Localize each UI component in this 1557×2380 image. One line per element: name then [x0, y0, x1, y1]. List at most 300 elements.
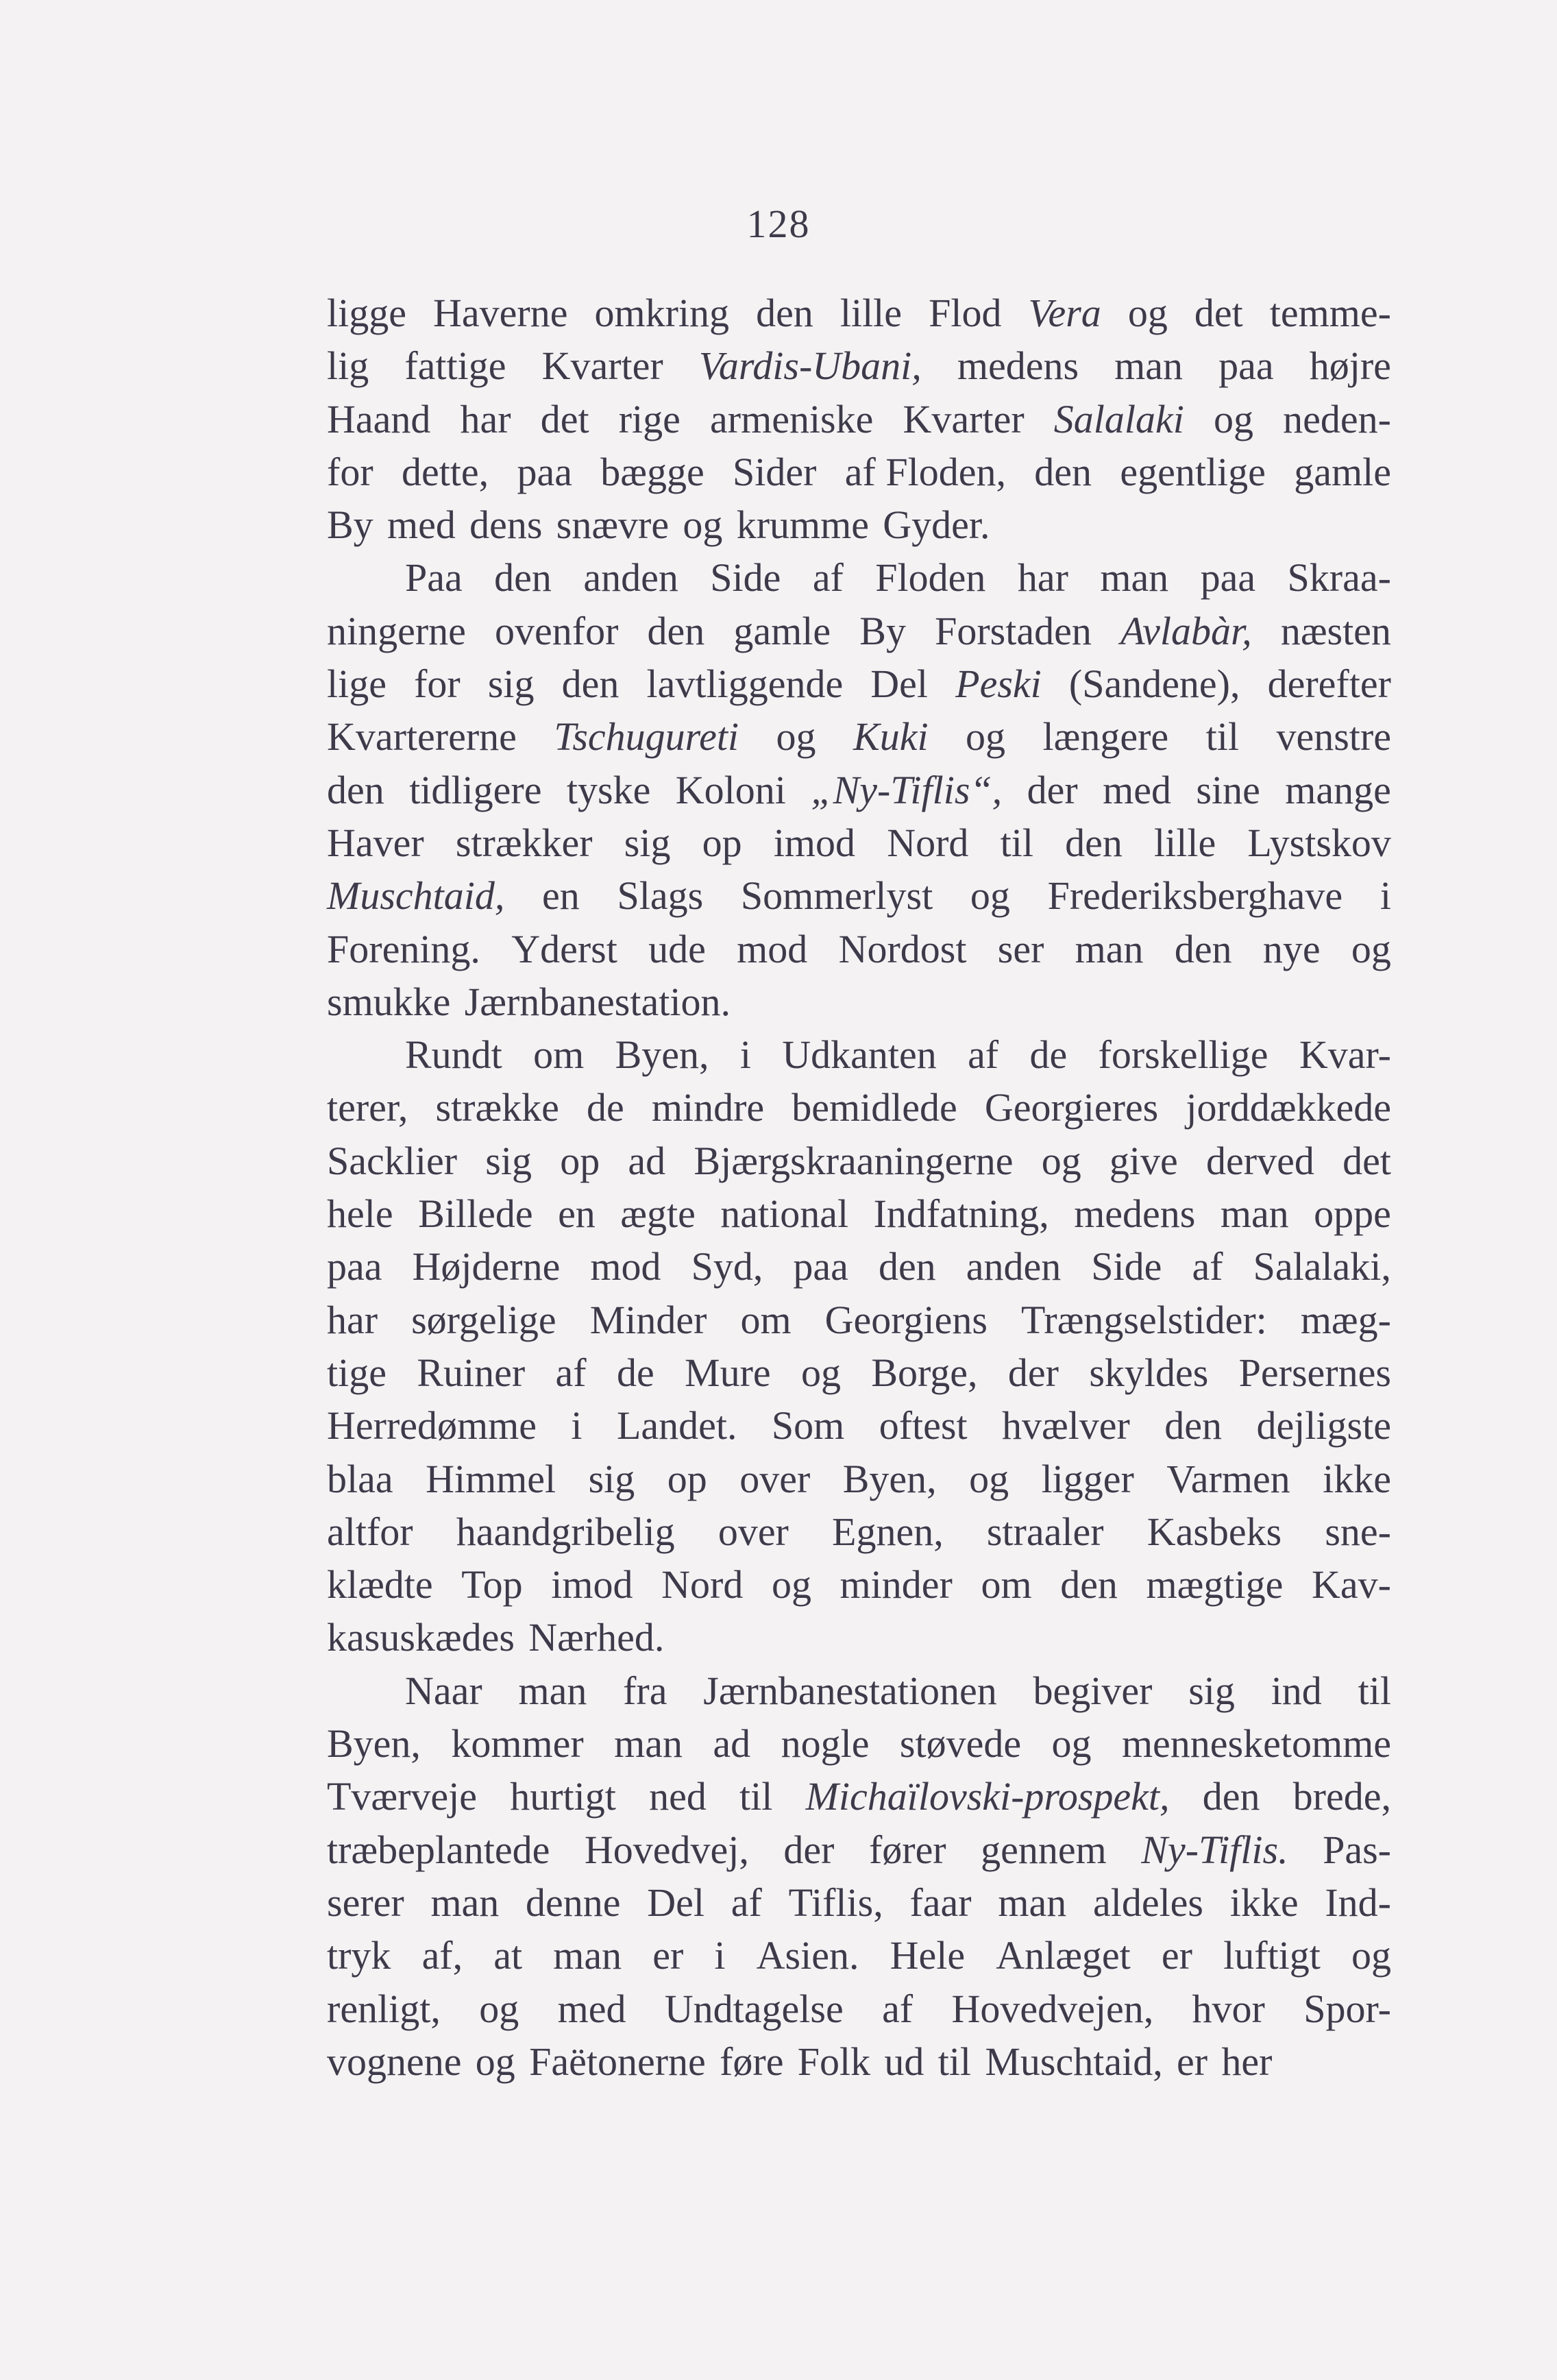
word: paa: [1218, 343, 1274, 389]
word: med: [1103, 767, 1171, 812]
word: medens: [1074, 1191, 1196, 1237]
text-line: [327, 1611, 1391, 1664]
word: Kasbeks: [1147, 1509, 1282, 1554]
word: derefter: [1267, 661, 1391, 707]
word: paa: [517, 449, 572, 494]
word: venstre: [1276, 714, 1391, 760]
word: Hovedvejen,: [951, 1986, 1154, 2031]
word: bemidlede: [792, 1085, 957, 1130]
word: Herredømme: [327, 1403, 537, 1448]
word: Lystskov: [1247, 820, 1391, 865]
word: Borge,: [871, 1350, 978, 1395]
word: ude: [648, 926, 706, 971]
word: og: [1127, 291, 1168, 335]
word: tyske: [566, 767, 651, 812]
word: en: [558, 1191, 596, 1237]
word: om: [533, 1032, 585, 1078]
word: det: [1194, 291, 1243, 335]
word: Kvarter: [903, 396, 1025, 441]
word: Rundt: [405, 1032, 502, 1078]
text-line: [327, 551, 1391, 604]
word: Kvarter: [541, 343, 663, 389]
word: i: [571, 1403, 583, 1448]
word: Kvartererne: [327, 714, 517, 760]
text-line: [327, 1982, 1391, 2035]
word: og: [475, 2039, 515, 2084]
text-line: [327, 1346, 1391, 1399]
word: for: [327, 449, 373, 494]
word: af Floden,: [844, 449, 1006, 494]
text-line: [327, 1187, 1391, 1240]
word: Haver: [327, 820, 424, 865]
word: med: [387, 502, 456, 548]
text-line: [327, 1505, 1391, 1558]
word: Trængselstider:: [1020, 1297, 1267, 1342]
word: til: [739, 1774, 773, 1819]
word: ser: [997, 926, 1044, 971]
word: man: [998, 1880, 1067, 1925]
word: haandgribelig: [456, 1509, 675, 1554]
word: dens: [469, 502, 543, 548]
text-line: [327, 1399, 1391, 1452]
word: blaa: [327, 1456, 393, 1501]
word: er: [1161, 1933, 1192, 1978]
word: den: [647, 608, 705, 653]
word: Side: [710, 555, 781, 600]
word: op: [560, 1138, 600, 1183]
word: Anlæget: [996, 1933, 1131, 1978]
paragraph: [327, 1664, 1391, 2088]
word: denne: [526, 1880, 621, 1925]
word: Koloni: [675, 767, 786, 812]
word: Byen,: [327, 1721, 421, 1766]
word: de: [1029, 1032, 1068, 1078]
word: sig: [624, 820, 671, 865]
word: lavtliggende: [646, 661, 844, 707]
word: i: [714, 1933, 726, 1978]
word: Skraa-: [1287, 555, 1391, 600]
word: Jærnbanestation.: [464, 979, 731, 1024]
word: Yderst: [511, 926, 617, 971]
text-line: [327, 869, 1391, 922]
word: Forening.: [327, 926, 480, 971]
word: give: [1109, 1138, 1178, 1183]
word: Frederiksberghave: [1047, 873, 1343, 919]
word: Billede: [418, 1191, 533, 1237]
word: serer: [327, 1880, 404, 1925]
text-line: [327, 1664, 1391, 1717]
word: for: [414, 661, 461, 707]
word: man: [614, 1721, 683, 1766]
word: over: [739, 1456, 811, 1501]
word: Kvar-: [1299, 1032, 1391, 1078]
word: de: [587, 1085, 624, 1130]
word: i: [1380, 873, 1391, 919]
word: vognene: [327, 2039, 462, 2084]
word: Sommerlyst: [740, 873, 933, 919]
word: at: [493, 1933, 523, 1978]
word: Spor-: [1303, 1986, 1391, 2031]
italic-word: Peski: [955, 661, 1042, 707]
word: ikke: [1323, 1456, 1391, 1501]
word: omkring: [594, 291, 730, 335]
word: sine: [1196, 767, 1260, 812]
word: af,: [421, 1933, 463, 1978]
word: ad: [628, 1138, 666, 1183]
word: en: [542, 873, 580, 919]
word: der: [1007, 1350, 1059, 1395]
word: har: [460, 396, 511, 441]
word: den: [1164, 1403, 1223, 1448]
word: der: [1027, 767, 1078, 812]
text-line: [327, 339, 1391, 392]
word: krumme: [736, 502, 869, 548]
text-line: [327, 816, 1391, 869]
word: Bjærgskraaningerne: [694, 1138, 1014, 1183]
word: hurtigt: [510, 1774, 616, 1819]
word: Floden: [875, 555, 986, 600]
italic-word: Salalaki: [1053, 396, 1184, 441]
text-line: [327, 975, 1391, 1028]
text-line: [327, 498, 1391, 551]
text-line: [327, 1453, 1391, 1505]
word: og: [1351, 926, 1391, 971]
word: til: [937, 2039, 972, 2084]
word: forskellige: [1098, 1032, 1268, 1078]
word: Nærhed.: [528, 1615, 665, 1660]
word: og: [801, 1350, 842, 1395]
word: den: [1034, 449, 1092, 494]
word: har: [327, 1297, 378, 1342]
word: Hele: [890, 1933, 966, 1978]
word: gamle: [733, 608, 831, 653]
word: man: [1100, 555, 1169, 600]
word: Sider: [733, 449, 817, 494]
word: Tværveje: [327, 1774, 478, 1819]
word: Ruiner: [417, 1350, 526, 1395]
word: op: [667, 1456, 707, 1501]
word: sig: [1188, 1668, 1235, 1713]
word: ad: [713, 1721, 751, 1766]
italic-word: Ny-Tiflis.: [1141, 1827, 1288, 1872]
word: mennesketomme: [1121, 1721, 1391, 1766]
text-line: [327, 446, 1391, 498]
word: af: [555, 1350, 587, 1395]
word: Nord: [887, 820, 969, 865]
word: Byen,: [842, 1456, 937, 1501]
word: over: [718, 1509, 789, 1554]
word: det: [540, 396, 589, 441]
word: By: [859, 608, 906, 653]
word: højre: [1309, 343, 1391, 389]
word: kasuskædes: [327, 1615, 515, 1660]
word: Indfatning,: [873, 1191, 1049, 1237]
word: Naar: [405, 1668, 482, 1713]
word: Sacklier: [327, 1138, 458, 1183]
word: Asien.: [756, 1933, 859, 1978]
word: jorddækkede: [1186, 1085, 1391, 1130]
word: Nordost: [838, 926, 967, 971]
word: længere: [1042, 714, 1169, 760]
word: man: [1114, 343, 1184, 389]
word: tryk: [327, 1933, 391, 1978]
text-line: [327, 764, 1391, 816]
word: dejligste: [1256, 1403, 1391, 1448]
word: derved: [1206, 1138, 1314, 1183]
word: Tiflis,: [788, 1880, 883, 1925]
word: man: [1075, 926, 1144, 971]
word: og: [1214, 396, 1254, 441]
word: fattige: [404, 343, 506, 389]
word: sig: [487, 661, 535, 707]
word: altfor: [327, 1509, 413, 1554]
word: nogle: [781, 1721, 870, 1766]
word: her: [1221, 2039, 1273, 2084]
word: op: [702, 820, 742, 865]
word: imod: [551, 1562, 633, 1607]
word: næsten: [1280, 608, 1391, 653]
word: Byen,: [615, 1032, 709, 1078]
text-line: [327, 393, 1391, 446]
word: aldeles: [1092, 1880, 1203, 1925]
word: faar: [909, 1880, 972, 1925]
word: Varmen: [1166, 1456, 1290, 1501]
paragraph: [327, 1028, 1391, 1664]
word: man: [430, 1880, 500, 1925]
word: Udkanten: [782, 1032, 937, 1078]
word: egentlige: [1120, 449, 1266, 494]
word: den: [327, 767, 384, 812]
word: lille: [1154, 820, 1216, 865]
word: hvor: [1192, 1986, 1265, 2031]
word: og: [683, 502, 723, 548]
word: Flod: [929, 291, 1002, 335]
word: er: [1177, 2039, 1208, 2084]
word: Syd,: [691, 1244, 763, 1289]
word: ovenfor: [495, 608, 619, 653]
word: medens: [957, 343, 1079, 389]
word: paa: [793, 1244, 848, 1289]
word: oppe: [1314, 1191, 1391, 1237]
word: Mure: [685, 1350, 771, 1395]
word: Haverne: [433, 291, 568, 335]
text-line: [327, 287, 1391, 339]
word: den: [1065, 820, 1123, 865]
word: Del: [647, 1880, 705, 1925]
italic-word: Kuki: [853, 714, 929, 760]
word: Salalaki,: [1253, 1244, 1391, 1289]
word: Ind-: [1325, 1880, 1391, 1925]
word: ligge: [327, 291, 406, 335]
text-line: [327, 1929, 1391, 1982]
word: om: [740, 1297, 792, 1342]
word: den: [756, 291, 813, 335]
word: mindre: [651, 1085, 765, 1130]
word: de: [616, 1350, 654, 1395]
word: sig: [485, 1138, 532, 1183]
paragraph: [327, 287, 1391, 551]
word: kommer: [451, 1721, 584, 1766]
word: dette,: [401, 449, 489, 494]
word: den: [878, 1244, 936, 1289]
word: af: [812, 555, 844, 600]
word: Kav-: [1311, 1562, 1391, 1607]
word: Gyder.: [883, 502, 990, 548]
word: ægte: [620, 1191, 696, 1237]
word: sne-: [1325, 1509, 1391, 1554]
word: Del: [870, 661, 929, 707]
word: tidligere: [409, 767, 542, 812]
word: Paa: [405, 555, 463, 600]
word: sig: [588, 1456, 635, 1501]
word: neden-: [1283, 396, 1391, 441]
word: Georgiens: [824, 1297, 988, 1342]
word: af: [731, 1880, 762, 1925]
page-number: 128: [746, 202, 811, 246]
text-line: [327, 1028, 1391, 1081]
word: temme-: [1269, 291, 1391, 335]
word: den: [494, 555, 552, 600]
word: og: [776, 714, 816, 760]
word: der: [783, 1827, 835, 1872]
word: den: [1174, 926, 1232, 971]
word: mod: [737, 926, 808, 971]
word: føre: [720, 2039, 784, 2084]
text-line: [327, 657, 1391, 710]
text-line: [327, 923, 1391, 975]
word: Persernes: [1238, 1350, 1391, 1395]
word: tige: [327, 1350, 387, 1395]
word: minder: [839, 1562, 953, 1607]
word: og: [771, 1562, 811, 1607]
word: smukke: [327, 979, 451, 1024]
word: (Sandene),: [1068, 661, 1240, 707]
word: om: [981, 1562, 1032, 1607]
word: og: [1041, 1138, 1081, 1183]
word: renligt,: [327, 1986, 441, 2031]
body-text: [327, 287, 1391, 2088]
word: terer,: [327, 1085, 408, 1130]
word: Folk: [797, 2039, 871, 2084]
word: man: [553, 1933, 622, 1978]
italic-word: Tschugureti: [554, 714, 739, 760]
word: luftigt: [1223, 1933, 1321, 1978]
word: klædte: [327, 1562, 433, 1607]
text-line: [327, 1081, 1391, 1134]
word: med: [557, 1986, 626, 2031]
word: og: [970, 873, 1010, 919]
word: mange: [1285, 767, 1391, 812]
word: armeniske: [710, 396, 874, 441]
text-line: [327, 1558, 1391, 1611]
word: anden: [583, 555, 678, 600]
word: paa: [327, 1244, 382, 1289]
word: rige: [618, 396, 681, 441]
word: har: [1017, 555, 1068, 600]
word: Faëtonerne: [529, 2039, 706, 2084]
word: af: [968, 1032, 999, 1078]
word: By: [327, 502, 373, 548]
paragraph: [327, 551, 1391, 1028]
word: ikke: [1229, 1880, 1299, 1925]
word: Georgieres: [984, 1085, 1159, 1130]
word: skyldes: [1089, 1350, 1209, 1395]
word: Minder: [589, 1297, 707, 1342]
word: man: [1220, 1191, 1289, 1237]
word: ligger: [1041, 1456, 1134, 1501]
word: Forstaden: [935, 608, 1092, 653]
word: mæg-: [1300, 1297, 1391, 1342]
italic-word: Vardis-Ubani,: [698, 343, 922, 389]
word: den: [561, 661, 620, 707]
text-line: [327, 1717, 1391, 1770]
word: brede,: [1292, 1774, 1391, 1819]
word: til: [1358, 1668, 1391, 1713]
word: og: [479, 1986, 519, 2031]
word: Pas-: [1323, 1827, 1391, 1872]
word: til: [1205, 714, 1239, 760]
word: lig: [327, 343, 369, 389]
word: og: [1351, 1933, 1391, 1978]
text-line: [327, 1876, 1391, 1929]
word: hele: [327, 1191, 393, 1237]
word: hvælver: [1001, 1403, 1130, 1448]
word: og: [969, 1456, 1009, 1501]
word: ind: [1271, 1668, 1322, 1713]
word: Egnen,: [832, 1509, 944, 1554]
word: gennem: [981, 1827, 1107, 1872]
word: imod: [773, 820, 856, 865]
word: fører: [868, 1827, 946, 1872]
word: er: [652, 1933, 684, 1978]
word: sørgelige: [411, 1297, 556, 1342]
text-line: [327, 1823, 1391, 1876]
text-line: [327, 2035, 1391, 2088]
word: bægge: [600, 449, 704, 494]
word: den: [1060, 1562, 1118, 1607]
word: Landet.: [616, 1403, 737, 1448]
word: ned: [649, 1774, 707, 1819]
word: ningerne: [327, 608, 466, 653]
text-line: [327, 1770, 1391, 1823]
word: Slags: [617, 873, 704, 919]
word: Himmel: [426, 1456, 556, 1501]
word: nye: [1262, 926, 1321, 971]
word: og: [966, 714, 1006, 760]
word: Højderne: [412, 1244, 561, 1289]
word: træbeplantede: [327, 1827, 550, 1872]
word: støvede: [899, 1721, 1022, 1766]
word: den: [1202, 1774, 1260, 1819]
text-line: [327, 710, 1391, 763]
word: gamle: [1294, 449, 1391, 494]
word: strækker: [455, 820, 593, 865]
word: Undtagelse: [664, 1986, 844, 2031]
word: national: [720, 1191, 849, 1237]
word: Hovedvej,: [584, 1827, 749, 1872]
word: Side: [1091, 1244, 1162, 1289]
word: paa: [1200, 555, 1256, 600]
word: Nord: [661, 1562, 744, 1607]
word: lille: [839, 291, 903, 335]
text-line: [327, 1134, 1391, 1187]
word: man: [518, 1668, 587, 1713]
italic-word: Vera: [1028, 291, 1101, 335]
italic-word: „Ny-Tiflis“,: [811, 767, 1003, 812]
word: det: [1343, 1138, 1391, 1183]
word: Haand: [327, 396, 431, 441]
italic-word: Muschtaid,: [327, 873, 505, 919]
